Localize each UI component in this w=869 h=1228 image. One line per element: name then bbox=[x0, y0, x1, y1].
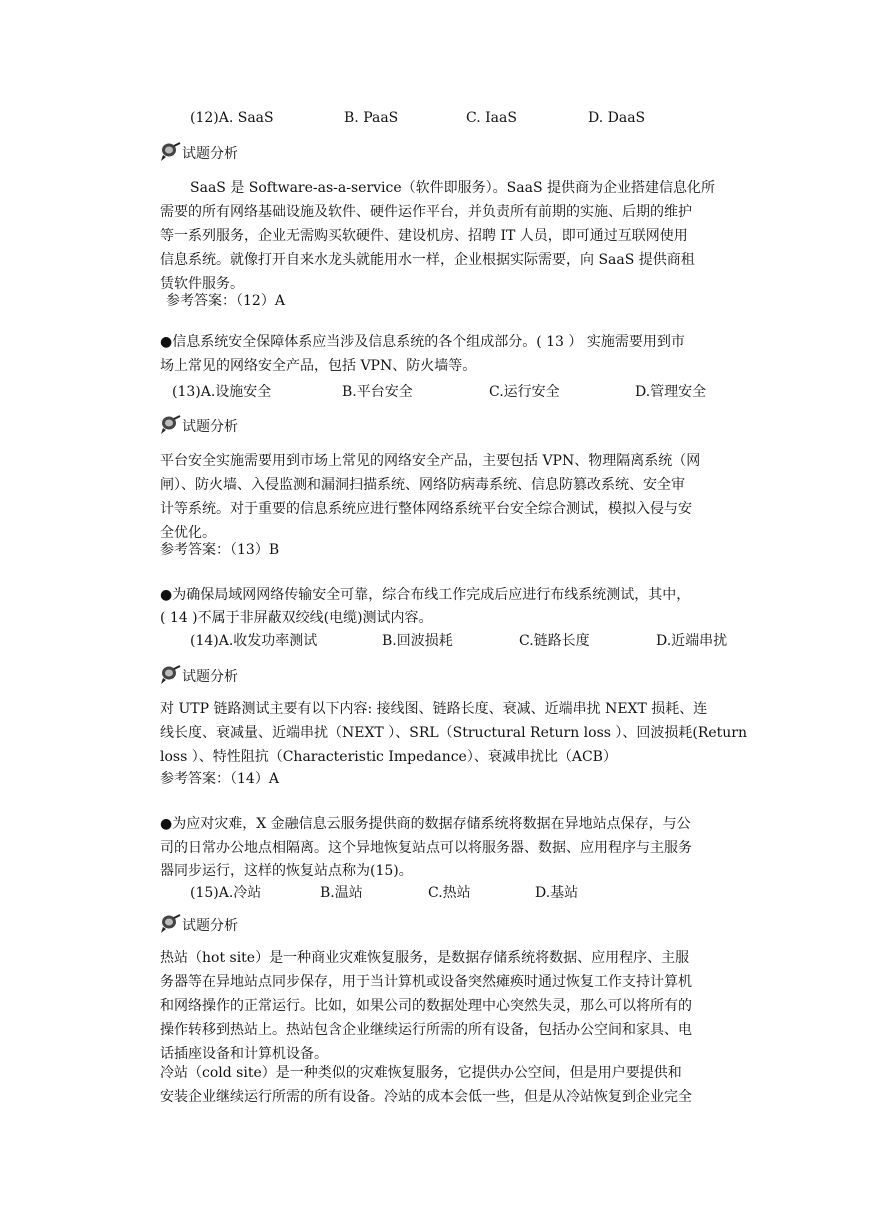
magnifier-icon bbox=[160, 914, 182, 934]
q12-option-a: (12)A. SaaS bbox=[190, 110, 274, 126]
paragraph-line: 计等系统。对于重要的信息系统应进行整体网络系统平台安全综合测试，模拟入侵与安 bbox=[160, 501, 692, 517]
paragraph-line: 闸）、防火墙、入侵监测和漏洞扫描系统、网络防病毒系统、信息防篡改系统、安全审 bbox=[160, 477, 685, 493]
paragraph-line: 冷站（cold site）是一种类似的灾难恢复服务，它提供办公空间，但是用户要提供和 bbox=[160, 1065, 682, 1081]
q15-question-line: 司的日常办公地点相隔离。这个异地恢复站点可以将服务器、数据、应用程序与主服务 bbox=[160, 840, 692, 856]
q14-question-line: ●为确保局域网网络传输安全可靠，综合布线工作完成后应进行布线系统测试，其中， bbox=[160, 587, 691, 603]
q13-option-d: D.管理安全 bbox=[635, 384, 707, 400]
paragraph-line: 信息系统。就像打开自来水龙头就能用水一样，企业根据实际需要，向 SaaS 提供商租 bbox=[160, 252, 695, 268]
paragraph-line: 线长度、衰减量、近端串扰（NEXT ）、SRL（Structural Return loss ）、回波损耗(Return bbox=[160, 725, 748, 741]
q13-option-a: (13)A.设施安全 bbox=[172, 384, 272, 400]
q15-option-a: (15)A.冷站 bbox=[190, 885, 262, 901]
q15-question-line: ●为应对灾难，X 金融信息云服务提供商的数据存储系统将数据在异地站点保存，与公 bbox=[160, 816, 691, 832]
q15-question-line: 器同步运行，这样的恢复站点称为(15)。 bbox=[160, 863, 413, 879]
magnifier-icon bbox=[160, 665, 182, 685]
q14-option-d: D.近端串扰 bbox=[656, 633, 728, 649]
q14-option-b: B.回波损耗 bbox=[382, 633, 453, 649]
q13-option-c: C.运行安全 bbox=[489, 384, 560, 400]
q14-answer: 参考答案：（14）A bbox=[160, 771, 279, 787]
q14-option-a: (14)A.收发功率测试 bbox=[190, 633, 318, 649]
q15-option-b: B.温站 bbox=[320, 885, 363, 901]
paragraph-line: 和网络操作的正常运行。比如，如果公司的数据处理中心突然失灵，那么可以将所有的 bbox=[160, 998, 692, 1014]
q12-answer: 参考答案：（12）A bbox=[166, 293, 285, 309]
q15-option-d: D.基站 bbox=[535, 885, 579, 901]
paragraph-line: SaaS 是 Software-as-a-service（软件即服务）。SaaS 提供商为企业搭建信息化所 bbox=[190, 180, 715, 196]
magnifier-icon bbox=[160, 415, 182, 435]
paragraph-line: loss ）、特性阻抗（Characteristic Impedance）、衰减串扰比（ACB） bbox=[160, 749, 617, 765]
q13-option-b: B.平台安全 bbox=[342, 384, 413, 400]
paragraph-line: 全优化。 bbox=[160, 525, 216, 541]
magnifier-icon bbox=[160, 142, 182, 162]
paragraph-line: 等一系列服务，企业无需购买软硬件、建设机房、招聘 IT 人员，即可通过互联网使用 bbox=[160, 228, 688, 244]
q13-question-line: ●信息系统安全保障体系应当涉及信息系统的各个组成部分。( 13 ） 实施需要用到市 bbox=[160, 334, 685, 350]
paragraph-line: 操作转移到热站上。热站包含企业继续运行所需的所有设备，包括办公空间和家具、电 bbox=[160, 1022, 692, 1038]
q12-option-c: C. IaaS bbox=[466, 110, 517, 126]
paragraph-line: 对 UTP 链路测试主要有以下内容: 接线图、链路长度、衰减、近端串扰 NEXT 损耗、连 bbox=[160, 701, 708, 717]
q15-option-c: C.热站 bbox=[428, 885, 471, 901]
document-page: (12)A. SaaS B. PaaS C. IaaS D. DaaS 试题分析 SaaS 是 Software-as-a-service（软件即服务）。SaaS 提供商为企业搭建信息化所 需要的所有网络基础设施及软件、硬件运作平台，并负责所有前期的实施、后期的维护 等一系列服务，企业无需购买软硬件、建设机房、招聘 IT 人员，即可通过互联网使用 信息系统。就像打开自来水龙头就能用水一样，企业根据实际需要，向 SaaS 提供商租 赁软件服务。 参考答案：（12）A ●信息系统安全保障体系应当涉及信息系统的各个组成部分。( 13 ） 实施需要用到市 场上常见的网络安全产品，包括 VPN、防火墙等。 (13)A.设施安全 B.平台安全 C.运行安全 D.管理安全 试题分析 平台安全实施需要用到市场上常见的网络安全产品，主要包括 VPN、物理隔离系统（网 闸）、防火墙、入侵监测和漏洞扫描系统、网络防病毒系统、信息防篡改系统、安全审 计等系统。对于重要的信息系统应进行整体网络系统平台安全综合测试，模拟入侵与安 全优化。 参考答案：（13）B ●为确保局域网网络传输安全可靠，综合布线工作完成后应进行布线系统测试，其中， ( 14 )不属于非屏蔽双绞线(电缆)测试内容。 (14)A.收发功率测试 B.回波损耗 C.链路长度 D.近端串扰 试题分析 对 UTP 链路测试主要有以下内容: 接线图、链路长度、衰减、近端串扰 NEXT 损耗、连 线长度、衰减量、近端串扰（NEXT ）、SRL（Structural Return loss ）、回波损耗(Return loss ）、特性阻抗（Characteristic Impedance）、衰减串扰比（ACB） 参考答案：（14）A ●为应对灾难，X 金融信息云服务提供商的数据存储系统将数据在异地站点保存，与公 司的日常办公地点相隔离。这个异地恢复站点可以将服务器、数据、应用程序与主服务 器同步运行，这样的恢复站点称为(15)。 (15)A.冷站 B.温站 C.热站 D.基站 试题分析 热站（hot site）是一种商业灾难恢复服务，是数据存储系统将数据、应用程序、主服 务器等在异地站点同步保存，用于当计算机或设备突然瘫痪时通过恢复工作支持计算机 和网络操作的正常运行。比如，如果公司的数据处理中心突然失灵，那么可以将所有的 操作转移到热站上。热站包含企业继续运行所需的所有设备，包括办公空间和家具、电 话插座设备和计算机设备。 冷站（cold site）是一种类似的灾难恢复服务，它提供办公空间，但是用户要提供和 安装企业继续运行所需的所有设备。冷站的成本会低一些，但是从冷站恢复到企业完全 bbox=[0, 0, 869, 1228]
q14-question-line: ( 14 )不属于非屏蔽双绞线(电缆)测试内容。 bbox=[160, 610, 433, 626]
paragraph-line: 需要的所有网络基础设施及软件、硬件运作平台，并负责所有前期的实施、后期的维护 bbox=[160, 204, 692, 220]
paragraph-line: 赁软件服务。 bbox=[160, 276, 244, 292]
q14-option-c: C.链路长度 bbox=[519, 633, 590, 649]
paragraph-line: 话插座设备和计算机设备。 bbox=[160, 1046, 328, 1062]
paragraph-line: 平台安全实施需要用到市场上常见的网络安全产品，主要包括 VPN、物理隔离系统（网 bbox=[160, 453, 701, 469]
q13-question-line: 场上常见的网络安全产品，包括 VPN、防火墙等。 bbox=[160, 358, 477, 374]
paragraph-line: 热站（hot site）是一种商业灾难恢复服务，是数据存储系统将数据、应用程序、主服 bbox=[160, 950, 690, 966]
paragraph-line: 务器等在异地站点同步保存，用于当计算机或设备突然瘫痪时通过恢复工作支持计算机 bbox=[160, 974, 692, 990]
q13-answer: 参考答案：（13）B bbox=[160, 542, 280, 558]
q12-option-d: D. DaaS bbox=[588, 110, 646, 126]
paragraph-line: 安装企业继续运行所需的所有设备。冷站的成本会低一些，但是从冷站恢复到企业完全 bbox=[160, 1089, 692, 1105]
q12-option-b: B. PaaS bbox=[344, 110, 399, 126]
